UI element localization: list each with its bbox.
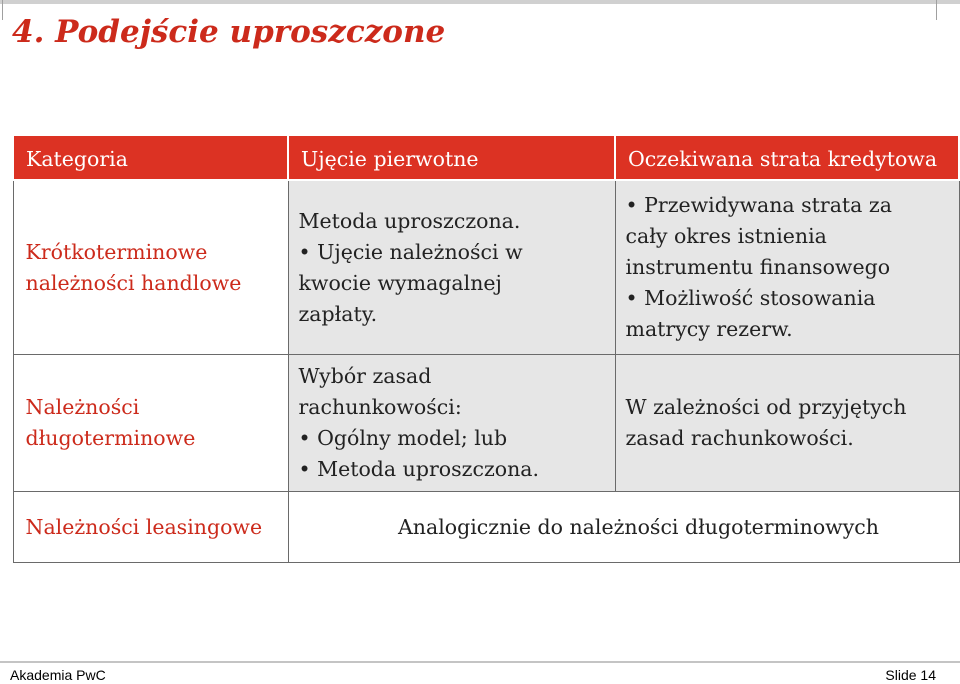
slide-title: 4. Podejście uproszczone: [12, 14, 446, 50]
cell-line: cały okres istnienia: [625, 224, 827, 248]
table-row: [13, 355, 959, 492]
cell-line: Metoda uproszczona.: [298, 208, 521, 233]
slide-number: Slide 14: [885, 667, 936, 683]
expected-credit-loss-cell: [615, 180, 959, 355]
cell-line: • Metoda uproszczona.: [298, 457, 540, 481]
header-initial-recognition: Ujęcie pierwotne: [288, 135, 615, 180]
cell-line: rachunkowości:: [298, 395, 462, 419]
cell-line: instrumentu finansowego: [625, 255, 891, 279]
cell-line: W zależności od przyjętych: [625, 395, 907, 419]
category-cell: Należności leasingowe: [13, 492, 288, 563]
cell-line: zasad rachunkowości.: [625, 426, 854, 450]
category-cell: Należności długoterminowe: [13, 355, 288, 492]
title-tick: [2, 0, 3, 20]
cell-line: zapłaty.: [298, 301, 378, 326]
title-rule: [0, 0, 960, 4]
table-header-row: [13, 135, 959, 180]
comparison-table: [12, 134, 960, 563]
table-row: [13, 492, 959, 563]
footer-brand: Akademia PwC: [10, 667, 106, 683]
title-tick: [936, 0, 937, 20]
merged-cell: Analogicznie do należności długoterminowych: [288, 492, 959, 563]
cell-line: • Ujęcie należności w: [298, 239, 523, 264]
cell-line: • Możliwość stosowania: [625, 286, 876, 310]
cell-line: kwocie wymagalnej: [298, 270, 502, 295]
footer-rule: [0, 661, 960, 663]
initial-recognition-cell: [288, 180, 615, 355]
category-cell: Krótkoterminowe należności handlowe: [13, 180, 288, 355]
title-bar: [0, 0, 960, 70]
header-expected-credit-loss: Oczekiwana strata kredytowa: [615, 135, 959, 180]
expected-credit-loss-cell: [615, 355, 959, 492]
cell-line: Wybór zasad: [298, 364, 432, 388]
header-category: Kategoria: [13, 135, 288, 180]
initial-recognition-cell: [288, 355, 615, 492]
table-row: [13, 180, 959, 355]
cell-line: • Ogólny model; lub: [298, 426, 508, 450]
cell-line: • Przewidywana strata za: [625, 193, 892, 217]
cell-line: matrycy rezerw.: [625, 317, 793, 341]
